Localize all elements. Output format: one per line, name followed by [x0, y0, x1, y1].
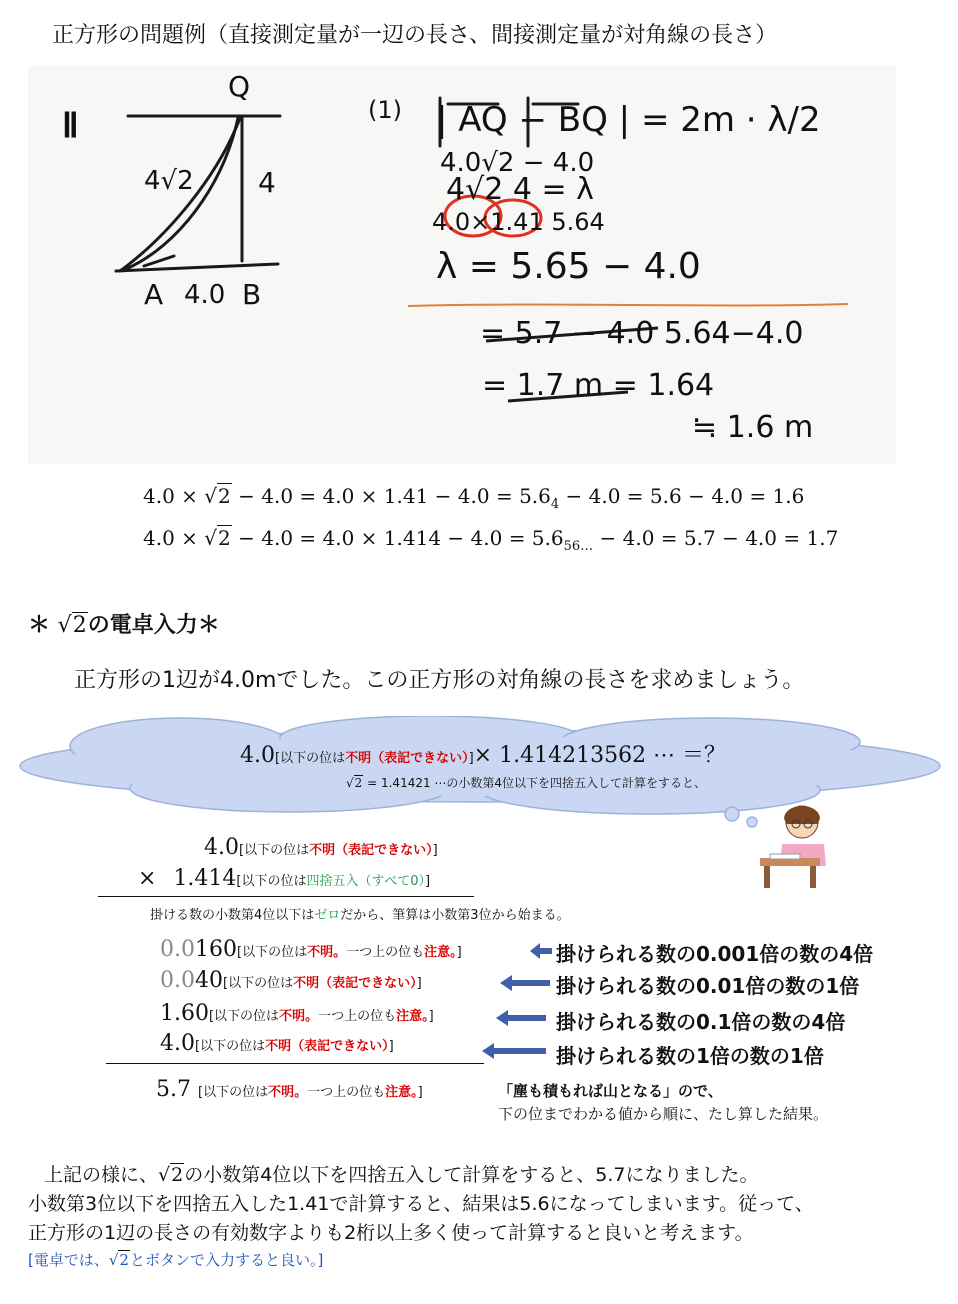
arrow-left-icon	[500, 975, 550, 991]
eq1-subscript: 4	[550, 497, 560, 512]
sqrt-symbol: √2	[346, 776, 363, 790]
unknown-word: 不明	[279, 1009, 306, 1024]
unknown-word: 不明	[307, 945, 334, 960]
leading-zeros: 0.0	[160, 968, 195, 993]
eq2-radicand: 2	[218, 526, 231, 550]
caution-word: 注意	[385, 1085, 412, 1100]
rounding-note: 四捨五入（すべて0）	[306, 874, 426, 889]
hw-line-5: λ = 5.65 − 4.0	[436, 246, 701, 287]
section-title	[28, 608, 220, 639]
bracket-text: [以下の位は	[237, 945, 308, 960]
zero-word: ゼロ	[314, 908, 341, 923]
arrow-left-icon	[482, 1043, 546, 1059]
times-sign: ×	[138, 866, 157, 891]
equation-1	[143, 484, 804, 512]
hw-line-2: 4.0√2 − 4.0	[440, 148, 595, 178]
partial-product-3	[160, 1001, 434, 1026]
bracket-close: ]	[456, 945, 462, 960]
unknown-note: 不明（表記できない）	[309, 843, 433, 858]
partial-desc-2: 掛けられる数の0.01倍の数の1倍	[556, 974, 860, 998]
hw-point-a: A	[144, 278, 164, 311]
hw-roman-numeral: Ⅱ	[62, 108, 79, 145]
cloud-multiplicand: 4.0	[240, 743, 275, 768]
bracket-text: [以下の位は	[223, 976, 294, 991]
cloud-note	[346, 774, 706, 791]
partial-desc-1: 掛けられる数の0.001倍の数の4倍	[556, 942, 874, 966]
zero-note-b: だから、筆算は小数第3位から始まる。	[340, 908, 570, 923]
cloud-note-radicand: 2	[354, 776, 363, 790]
eq1-part-c: − 4.0 = 5.6 − 4.0 = 1.6	[559, 484, 805, 508]
bracket-text: [以下の位は	[236, 874, 307, 889]
conclusion-line-3: 正方形の1辺の長さの有効数字よりも2桁以上多く使って計算すると良いと考えます。	[28, 1222, 754, 1244]
partial-product-4	[160, 1031, 394, 1056]
bracket-close: ]	[428, 1009, 434, 1024]
period: 。	[422, 1009, 429, 1024]
hw-line-8: ≒ 1.6 m	[692, 410, 814, 445]
sqrt-symbol: √2	[158, 1164, 184, 1186]
sum-rule	[106, 1063, 484, 1064]
arrow-left-icon	[496, 1010, 546, 1026]
hw-line-1: | AQ − BQ | = 2m · λ/2	[436, 100, 821, 140]
partial-value: 4.0	[160, 1031, 195, 1056]
partial-product-2	[160, 968, 422, 993]
equation-2	[143, 526, 838, 554]
hw-line-7: = 1.7 m = 1.64	[482, 368, 715, 403]
sqrt-symbol: √2	[57, 613, 87, 638]
handwritten-solution-photo	[28, 66, 896, 464]
multiplicand-row	[204, 835, 438, 860]
arrow-left-icon	[530, 943, 552, 959]
one-up-text: 一つ上の位も	[318, 1009, 397, 1024]
hw-diag-label: 4√2	[144, 166, 194, 196]
eq2-part-b: − 4.0 = 4.0 × 1.414 − 4.0 = 5.6	[231, 526, 564, 550]
leading-zeros: 0.0	[160, 937, 195, 962]
period: 。	[294, 1085, 308, 1100]
caution-word: 注意	[424, 945, 451, 960]
caution-word: 注意	[396, 1009, 423, 1024]
bracket-close: ]	[416, 976, 422, 991]
sum-value: 5.7	[156, 1077, 191, 1102]
hw-line-4: 4.0×1.41 5.64	[432, 208, 605, 236]
multiplicand-value: 4.0	[204, 835, 239, 860]
conclusion-line-2: 小数第3位以下を四捨五入した1.41で計算すると、結果は5.6になってしまいます。従って、	[28, 1193, 814, 1215]
zero-note	[150, 904, 570, 923]
page-title: 正方形の問題例（直接測定量が一辺の長さ、間接測定量が対角線の長さ）	[52, 23, 778, 48]
eq2-part-c: − 4.0 = 5.7 − 4.0 = 1.7	[593, 526, 839, 550]
sum-row	[156, 1077, 423, 1102]
cloud-unknown-note: 不明（表記できない）	[345, 751, 469, 766]
period: 。	[305, 1009, 319, 1024]
partial-desc-4: 掛けられる数の1倍の数の1倍	[556, 1044, 824, 1068]
bracket-text: [以下の位は	[198, 1085, 269, 1100]
period: 。	[333, 945, 347, 960]
tip-radicand: 2	[119, 1251, 129, 1269]
unknown-note: 不明（表記できない）	[265, 1039, 389, 1054]
student-illustration	[752, 800, 842, 890]
cloud-main-text	[240, 738, 726, 769]
cloud-bracket-close: ]	[468, 751, 474, 766]
cloud-multiplier: × 1.414213562 ⋯ ＝？	[473, 743, 727, 768]
calculator-tip	[28, 1249, 323, 1270]
period: 。	[411, 1085, 418, 1100]
multiplier-value: 1.414	[173, 866, 237, 891]
section-title-radicand: 2	[72, 613, 87, 638]
bracket-text: [以下の位は	[195, 1039, 266, 1054]
conclusion-l1-radicand: 2	[171, 1164, 184, 1186]
partial-product-1	[160, 937, 462, 962]
multiplication-rule	[98, 896, 474, 897]
cloud-bracket-open: [以下の位は	[275, 751, 346, 766]
eq2-part-a: 4.0 ×	[143, 526, 205, 550]
partial-value: 1.60	[160, 1001, 209, 1026]
partial-value: 40	[195, 968, 223, 993]
eq2-subscript: 56…	[563, 539, 594, 554]
hw-point-b: B	[242, 278, 262, 311]
bracket-text: [以下の位は	[239, 843, 310, 858]
zero-note-a: 掛ける数の小数第4位以下は	[150, 908, 315, 923]
unknown-note: 不明（表記できない）	[293, 976, 417, 991]
question-text: 正方形の1辺が4.0mでした。この正方形の対角線の長さを求めましょう。	[74, 668, 805, 693]
conclusion-l1-a: 上記の様に、	[44, 1164, 159, 1186]
hw-height-label: 4	[258, 166, 276, 199]
eq1-part-b: − 4.0 = 4.0 × 1.41 − 4.0 = 5.6	[231, 484, 551, 508]
hw-line-6: = 5.7 − 4.0 5.64−4.0	[480, 316, 804, 351]
tip-text-a: [電卓では、	[28, 1251, 109, 1269]
conclusion-l1-b: の小数第4位以下を四捨五入して計算をすると、5.7になりました。	[184, 1164, 759, 1186]
sqrt-symbol: √2	[204, 526, 231, 550]
hw-item-number: (1)	[368, 96, 402, 124]
section-title-text: の電卓入力＊	[87, 613, 220, 638]
unknown-word: 不明	[268, 1085, 295, 1100]
bracket-text: [以下の位は	[208, 1009, 280, 1024]
sqrt-symbol: √2	[204, 484, 231, 508]
bracket-close: ]	[388, 1039, 394, 1054]
conclusion-line-1	[44, 1160, 759, 1187]
bracket-close: ]	[417, 1085, 423, 1100]
one-up-text: 一つ上の位も	[307, 1085, 386, 1100]
tip-text-b: とボタンで入力すると良い。]	[129, 1251, 324, 1269]
bracket-close: ]	[425, 874, 431, 889]
hw-point-q: Q	[228, 70, 251, 103]
hw-line-3: 4√2 4 = λ	[446, 172, 594, 207]
multiplier-row	[138, 866, 430, 891]
partial-desc-3: 掛けられる数の0.1倍の数の4倍	[556, 1010, 846, 1034]
sqrt-symbol: √2	[108, 1251, 129, 1269]
bracket-close: ]	[432, 843, 438, 858]
proverb-line-1: 「塵も積もれば山となる」ので、	[498, 1082, 723, 1100]
partial-value: 160	[195, 937, 237, 962]
one-up-text: 一つ上の位も	[346, 945, 425, 960]
proverb-line-2: 下の位までわかる値から順に、たし算した結果。	[498, 1105, 829, 1123]
eq1-part-a: 4.0 ×	[143, 484, 205, 508]
hw-side-label: 4.0	[184, 280, 226, 310]
cloud-note-text: = 1.41421 ⋯の小数第4位以下を四捨五入して計算をすると、	[363, 776, 707, 790]
eq1-radicand: 2	[218, 484, 231, 508]
period: 。	[450, 945, 457, 960]
section-title-prefix: ＊	[28, 613, 58, 638]
